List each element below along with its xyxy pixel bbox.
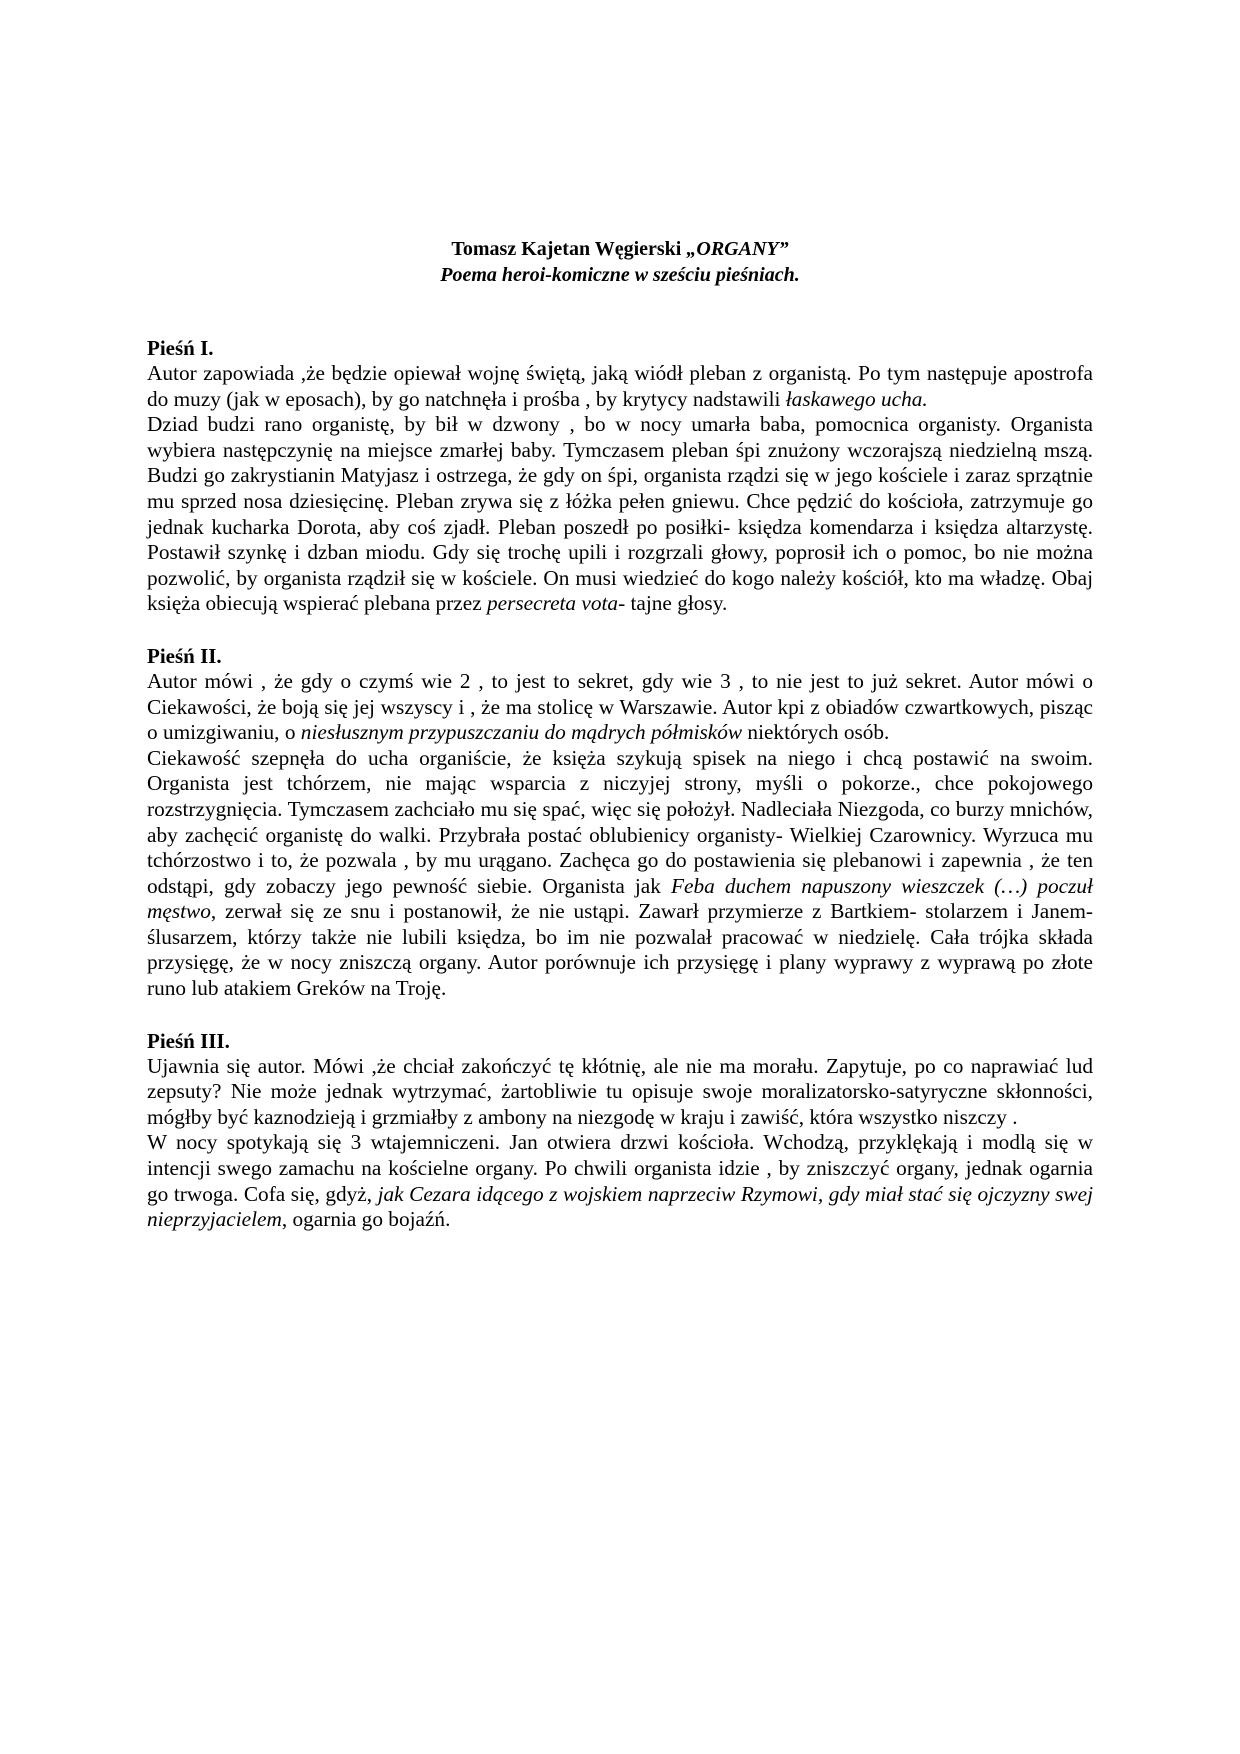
paragraph: [147, 1130, 1093, 1232]
italic-text-run: persecreta vota: [486, 591, 619, 616]
section-heading: Pieśń III.: [147, 1028, 230, 1053]
document-page: [147, 236, 1093, 1259]
section-piesn-3: [147, 1028, 1093, 1233]
paragraph: [147, 669, 1093, 746]
text-run: , zerwał się ze snu i postanowił, że nie ustąpi. Zawarł przymierze z Bartkiem- stolarzem i Janem-ślusarzem, którzy także nie lubili księdza, bo im nie pozwalał pracować w niedzielę. Cała trójka składa przysięgę, że w nocy zniszczą organy. Autor porównuje ich przysięgę i plany wyprawy z wyprawą po złote runo lub atakiem Greków na Troję.: [147, 899, 1093, 1001]
text-run: Dziad budzi rano organistę, by bił w dzwony , bo w nocy umarła baba, pomocnica organisty. Organista wybiera następczynię na miejsce zmarłej baby. Tymczasem pleban śpi znużony wczorajszą niedzielną mszą. Budzi go zakrystianin Matyjasz i ostrzega, że gdy on śpi, organista rządzi się w jego kościele i zaraz sprzątnie mu sprzed nosa dziesięcinę. Pleban zrywa się z łóżka pełen gniewu. Chce pędzić do kościoła, zatrzymuje go jednak kucharka Dorota, aby coś zjadł. Pleban poszedł po posiłki- księdza komendarza i księdza altarzystę. Postawił szynkę i dzban miodu. Gdy się trochę upili i rozgrzali głowy, poprosił ich o pomoc, bo nie można pozwolić, by organista rządził się w kościele. On musi wiedzieć do kogo należy kościół, kto ma władzę. Obaj księża obiecują wspierać plebana przez: [147, 412, 1093, 616]
paragraph: [147, 361, 1093, 412]
text-run: niektórych osób.: [742, 720, 890, 745]
subtitle: Poema heroi-komiczne w sześciu pieśniach.: [440, 264, 800, 286]
section-heading: Pieśń I.: [147, 336, 214, 360]
text-run: Ujawnia się autor. Mówi ,że chciał zakończyć tę kłótnię, ale nie ma morału. Zapytuje, po co naprawiać lud zepsuty? Nie może jednak wytrzymać, żartobliwie tu opisuje swoje moralizatorsko-satyryczne skłonności, mógłby być kaznodzieją i grzmiałby z ambony na niezgodę w kraju i zawiść, która wszystko niszczy .: [147, 1053, 1093, 1129]
italic-text-run: jak Cezara idącego z wojskiem naprzeciw Rzymowi, gdy miał stać się ojczyzny swej nieprzyjacielem: [147, 1181, 1094, 1232]
section-piesn-2: [147, 643, 1093, 1002]
paragraph: [147, 746, 1093, 1002]
text-run: , ogarnia go bojaźń.: [281, 1207, 451, 1232]
paragraph: [147, 412, 1093, 617]
text-run: - tajne głosy.: [618, 591, 728, 616]
italic-text-run: Feba duchem napuszony wieszczek (…) poczuł męstwo: [147, 873, 1093, 924]
italic-text-run: łaskawego ucha.: [785, 386, 928, 411]
paragraph: [147, 1054, 1093, 1131]
document-title-block: [147, 236, 1093, 288]
text-run: Autor zapowiada ,że będzie opiewał wojnę świętą, jaką wiódł pleban z organistą. Po tym następuje apostrofa do muzy (jak w eposach), by go natchnęła i prośba , by krytycy nadstawili: [147, 361, 1093, 411]
work-title: „ORGANY”: [686, 238, 789, 260]
section-heading: Pieśń II.: [147, 643, 222, 668]
text-run: Autor mówi , że gdy o czymś wie 2 , to jest to sekret, gdy wie 3 , to nie jest to już sekret. Autor mówi o Ciekawości, że boją się jej wszyscy i , że ma stolicę w Warszawie. Autor kpi z obiadów czwartkowych, pisząc o umizgiwaniu, o: [147, 668, 1093, 745]
author-name: Tomasz Kajetan Węgierski: [451, 238, 687, 260]
section-piesn-1: [147, 335, 1093, 617]
title-line: [147, 236, 1093, 262]
italic-text-run: niesłusznym przypuszczaniu do mądrych półmisków: [300, 720, 743, 745]
text-run: Ciekawość szepnęła do ucha organiście, że księża szykują spisek na niego i chcą postawić na swoim. Organista jest tchórzem, nie mając wsparcia z niczyjej strony, myśli o pokorze., chce pokojowego rozstrzygnięcia. Tymczasem zachciało mu się spać, więc się położył. Nadleciała Niezgoda, co burzy mnichów, aby zachęcić organistę do walki. Przybrała postać oblubienicy organisty- Wielkiej Czarownicy. Wyrzuca mu tchórzostwo i to, że pozwala , by mu urągano. Zachęca go do postawienia się plebanowi i zapewnia , że ten odstąpi, gdy zobaczy jego pewność siebie. Organista jak: [147, 745, 1093, 898]
text-run: W nocy spotykają się 3 wtajemniczeni. Jan otwiera drzwi kościoła. Wchodzą, przyklękają i modlą się w intencji swego zamachu na kościelne organy. Po chwili organista idzie , by zniszczyć organy, jednak ogarnia go trwoga. Cofa się, gdyż,: [147, 1130, 1093, 1206]
